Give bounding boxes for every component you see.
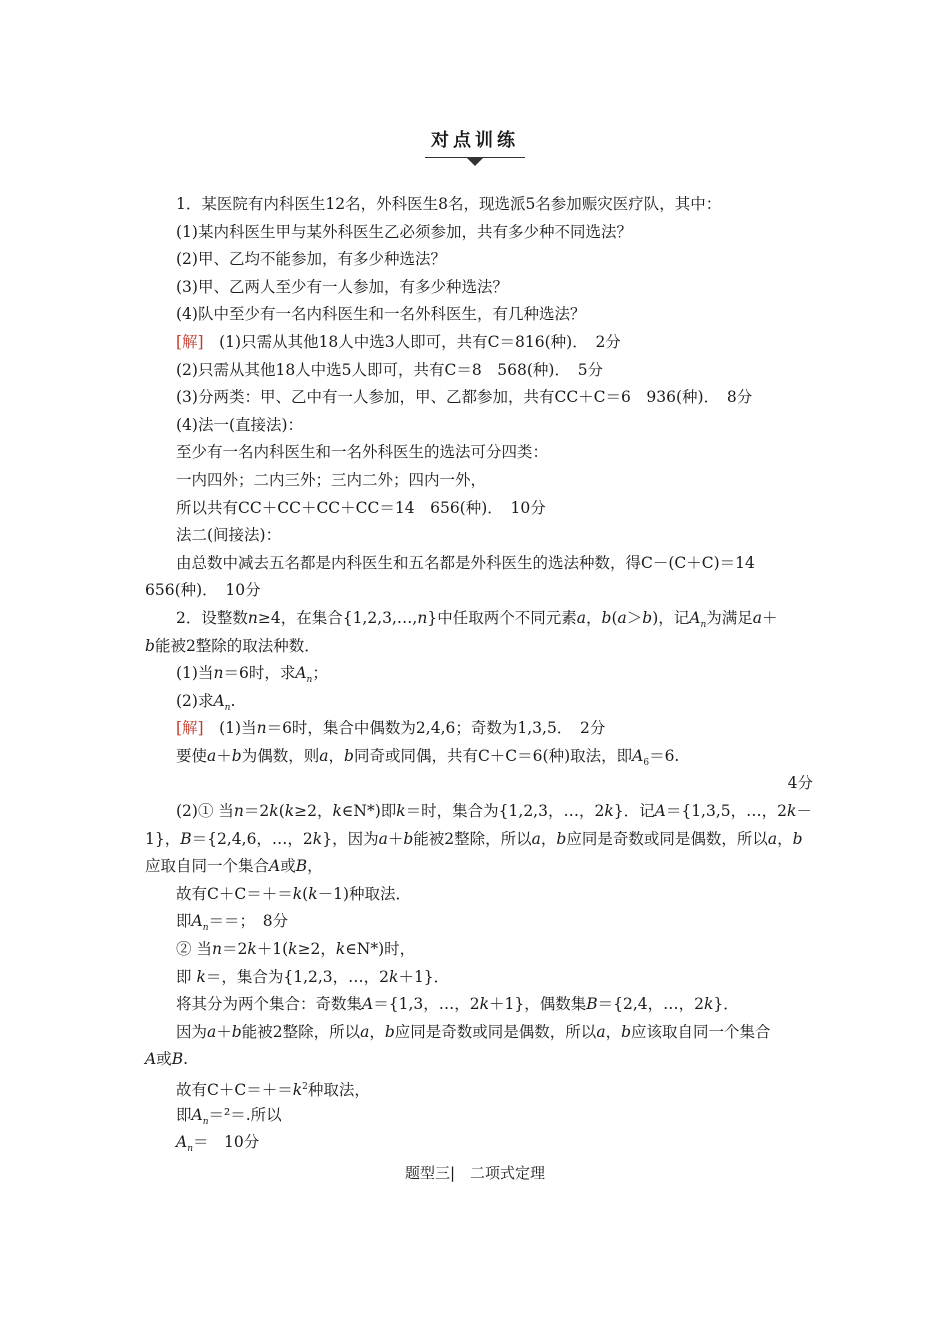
triangle-down-icon <box>467 158 483 166</box>
solution-2-line-2: 要使a＋b为偶数，则a，b同奇或同偶，共有C＋C＝6(种)取法，即$A_6=6$. <box>176 746 680 768</box>
solution-2-line-11: 因为a＋b能被2整除，所以a，b应同是奇数或同是偶数，所以a，b应该取自同一个集合 <box>176 1022 771 1041</box>
solution-1-line-1: [解] (1)只需从其他18人中选3人即可，共有C＝816(种)． 2分 <box>176 332 621 351</box>
solution-2-line-13: 故有$C+C=+=k^2$种取法， <box>176 1081 370 1100</box>
solution-1-line-7: 所以共有CC＋CC＋CC＋CC＝14 656(种)． 10分 <box>176 498 546 517</box>
solution-1-line-8: 法二(间接法)： <box>176 526 282 545</box>
next-section-heading: 题型三| 二项式定理 <box>404 1164 546 1182</box>
solution-1-line-10: 656(种)． 10分 <box>145 581 261 600</box>
solution-2-line-3: (2)① 当n＝2k(k≥2，k∈N*)即k＝时，集合为{1,2,3，…，2k}．记A＝{1,3,5，…，2k－ <box>176 802 812 821</box>
problem-1-sub-2: (2)甲、乙均不能参加，有多少种选法？ <box>176 250 446 269</box>
solution-2-score: 4分 <box>787 774 813 793</box>
solution-tag: [解] <box>176 719 204 738</box>
solution-2-line-9: 即 k＝，集合为{1,2,3，…，2k＋1}． <box>176 967 450 986</box>
problem-1-sub-1: (1)某内科医生甲与某外科医生乙必须参加，共有多少种不同选法？ <box>176 222 632 241</box>
problem-2-sub-1: (1)当n＝6时，求$A_n$； <box>176 664 328 686</box>
solution-1-line-3: (3)分两类：甲、乙中有一人参加，甲、乙都参加，共有CC＋C＝6 936(种)． 8分 <box>176 388 753 407</box>
solution-1-line-6: 一内四外；二内三外；三内二外；四内一外， <box>176 470 487 489</box>
solution-2-line-12: A或B. <box>145 1050 189 1069</box>
solution-tag: [解] <box>176 332 204 351</box>
solution-2-line-4: 1}，B＝{2,4,6，…，2k}，因为a＋b能被2整除，所以a，b应同是奇数或同是偶数，所以a，b <box>145 829 803 848</box>
problem-2-statement-line-2: b能被2整除的取法种数． <box>145 636 320 655</box>
solution-2-line-10: 将其分为两个集合：奇数集A＝{1,3，…，2k＋1}，偶数集B＝{2,4，…，2k}． <box>176 995 739 1014</box>
solution-1-line-9: 由总数中减去五名都是内科医生和五名都是外科医生的选法种数，得C－(C＋C)＝14 <box>176 553 755 572</box>
document-body <box>145 191 813 1157</box>
section-header <box>0 126 950 166</box>
problem-2-sub-2: (2)求$A_n$. <box>176 691 236 713</box>
problem-1-sub-3: (3)甲、乙两人至少有一人参加，有多少种选法？ <box>176 277 508 296</box>
solution-2-line-7: 即$A_n==$； 8分 <box>176 912 289 934</box>
section-title: 对点训练 <box>425 126 525 158</box>
solution-2-line-15: $A_n=$ 10分 <box>176 1133 260 1155</box>
problem-1-sub-4: (4)队中至少有一名内科医生和一名外科医生，有几种选法？ <box>176 305 586 324</box>
solution-1-line-2: (2)只需从其他18人中选5人即可，共有C＝8 568(种)． 5分 <box>176 360 604 379</box>
problem-1-statement: 1．某医院有内科医生12名，外科医生8名，现选派5名参加赈灾医疗队，其中： <box>176 195 722 213</box>
solution-2-line-5: 应取自同一个集合A或B， <box>145 857 323 876</box>
solution-2-line-14: 即$A_n=^2=$.所以 <box>176 1105 282 1127</box>
solution-1-line-5: 至少有一名内科医生和一名外科医生的选法可分四类： <box>176 443 549 462</box>
problem-2-statement-line-1: 2．设整数n≥4，在集合{1,2,3,…,n}中任取两个不同元素a，b(a＞b)，记$A_n$为满足a＋ <box>176 608 778 630</box>
solution-2-line-8: ② 当n＝2k＋1(k≥2，k∈N*)时， <box>176 940 416 959</box>
solution-1-line-4: (4)法一(直接法)： <box>176 415 304 434</box>
solution-2-line-1: [解] (1)当n＝6时，集合中偶数为2,4,6；奇数为1,3,5． 2分 <box>176 719 606 738</box>
solution-2-line-6: 故有C＋C＝＋＝k(k－1)种取法． <box>176 884 412 903</box>
